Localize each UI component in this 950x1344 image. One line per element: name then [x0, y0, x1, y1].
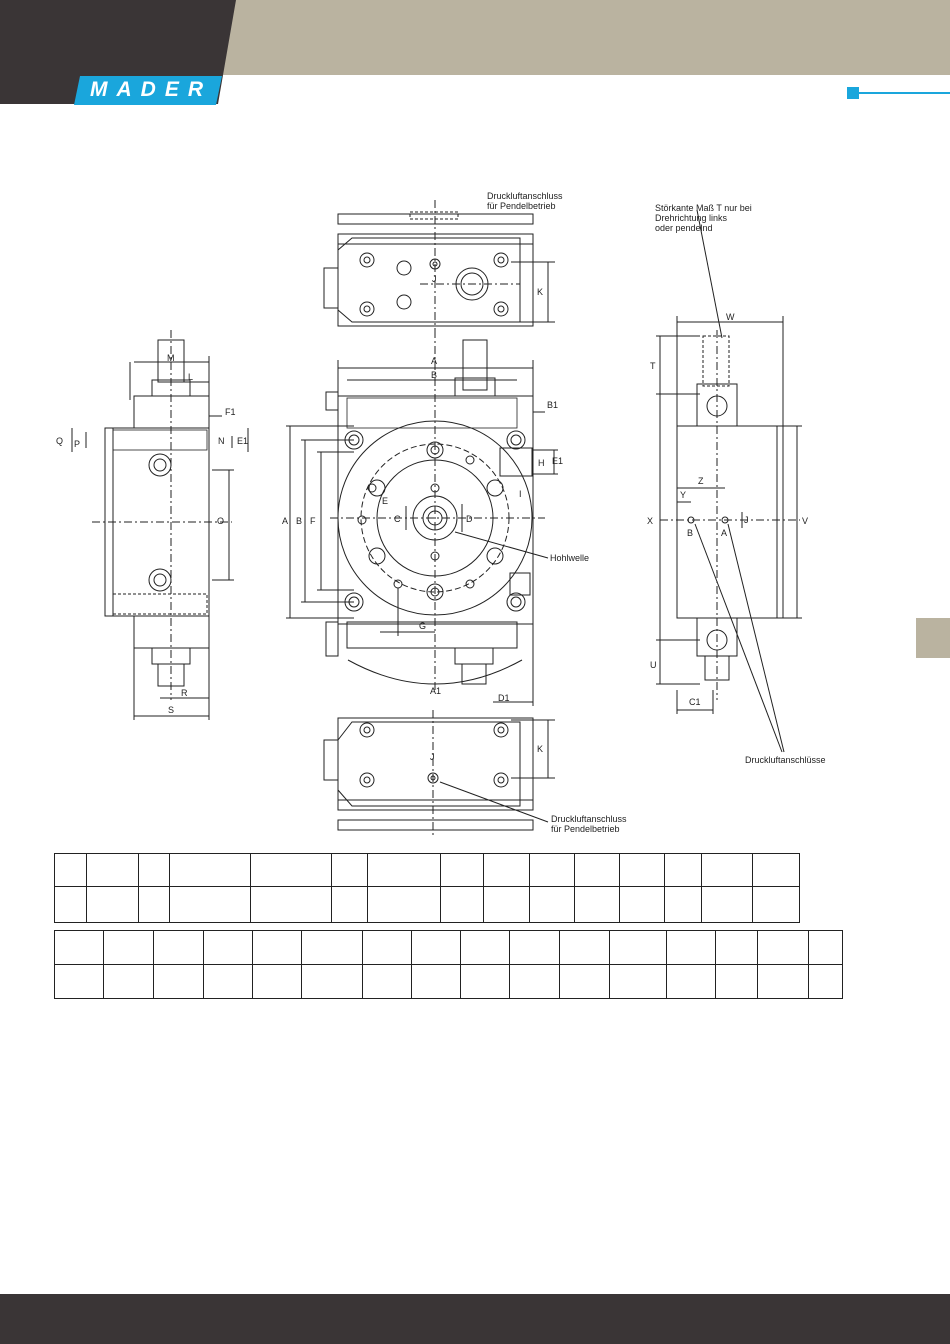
table-cell: [701, 853, 753, 887]
dim-u: U: [650, 660, 657, 670]
dim-q: Q: [56, 436, 64, 446]
table-cell: [609, 930, 667, 965]
dim-y: Y: [680, 490, 687, 500]
dim-j-bottom: J: [430, 752, 435, 762]
dim-a: A: [431, 356, 438, 366]
table-cell: [411, 964, 461, 999]
table-cell: [574, 853, 620, 887]
table-cell: [752, 853, 800, 887]
table-cell: [252, 930, 302, 965]
table-cell: [54, 886, 87, 923]
table-cell: [559, 930, 610, 965]
dim-f1: F1: [225, 407, 236, 417]
dimension-table-2: [54, 930, 842, 999]
table-cell: [509, 930, 560, 965]
note-ports: Druckluftanschlüsse: [745, 755, 826, 765]
table-cell: [529, 886, 575, 923]
top-view: [324, 200, 555, 330]
table-cell: [440, 853, 484, 887]
table-cell: [54, 964, 104, 999]
footer-band: [0, 1294, 950, 1344]
dim-v: V: [802, 516, 809, 526]
table-cell: [367, 886, 441, 923]
table-cell: [715, 930, 758, 965]
table-cell: [808, 930, 843, 965]
table-cell: [54, 853, 87, 887]
port-label-b: B: [687, 528, 694, 538]
table-cell: [757, 964, 809, 999]
dim-s: S: [168, 705, 175, 715]
table-cell: [301, 964, 363, 999]
table-cell: [362, 964, 412, 999]
dim-c: C: [394, 514, 401, 524]
dim-b-side: B: [296, 516, 303, 526]
note-interference-2: Drehrichtung links: [655, 213, 728, 223]
dim-n: N: [218, 436, 225, 446]
note-hollow-shaft: Hohlwelle: [550, 553, 590, 563]
side-view-right: [656, 210, 802, 752]
dim-t: T: [650, 361, 656, 371]
dim-j-top: J: [432, 274, 437, 284]
table-cell: [103, 964, 154, 999]
table-cell: [153, 964, 204, 999]
note-top-port-2: für Pendelbetrieb: [487, 201, 556, 211]
dim-k-bottom: K: [537, 744, 544, 754]
dim-g: G: [419, 621, 427, 631]
table-cell: [86, 886, 139, 923]
table-cell: [362, 930, 412, 965]
table-cell: [701, 886, 753, 923]
dim-a1: A1: [430, 686, 442, 696]
note-interference-3: oder pendelnd: [655, 223, 713, 233]
table-cell: [664, 886, 702, 923]
dim-o: O: [217, 516, 225, 526]
dim-j-side: J: [744, 515, 749, 525]
table-cell: [203, 930, 253, 965]
table-cell: [203, 964, 253, 999]
front-view: [286, 330, 558, 706]
dim-r: R: [181, 688, 188, 698]
table-cell: [460, 930, 510, 965]
dim-k-top: K: [537, 287, 544, 297]
table-cell: [103, 930, 154, 965]
logo-text: MADER: [90, 78, 212, 101]
table-cell: [301, 930, 363, 965]
dim-z: Z: [698, 476, 704, 486]
dim-b: B: [431, 370, 438, 380]
dim-e1-front: E1: [552, 456, 564, 466]
table-cell: [509, 964, 560, 999]
port-label-a: A: [721, 528, 728, 538]
table-cell: [169, 853, 251, 887]
dim-l: L: [188, 372, 194, 382]
dim-b1: B1: [547, 400, 559, 410]
table-cell: [666, 964, 716, 999]
bottom-view: [324, 710, 555, 838]
table-cell: [169, 886, 251, 923]
dim-a-side: A: [282, 516, 289, 526]
table-cell: [331, 886, 368, 923]
table-cell: [752, 886, 800, 923]
table-1-row-values: [54, 886, 800, 923]
table-cell: [664, 853, 702, 887]
table-cell: [757, 930, 809, 965]
table-cell: [715, 964, 758, 999]
table-cell: [529, 853, 575, 887]
table-cell: [138, 886, 170, 923]
table-cell: [574, 886, 620, 923]
table-cell: [559, 964, 610, 999]
table-cell: [666, 930, 716, 965]
dim-e: E: [382, 496, 389, 506]
dim-f: F: [310, 516, 316, 526]
dim-d1: D1: [498, 693, 510, 703]
table-cell: [411, 930, 461, 965]
table-cell: [440, 886, 484, 923]
table-cell: [483, 886, 530, 923]
dim-d: D: [466, 514, 473, 524]
note-bottom-port-1: Druckluftanschluss: [551, 814, 627, 824]
table-cell: [483, 853, 530, 887]
dimension-table-1: [54, 853, 840, 923]
table-cell: [252, 964, 302, 999]
dim-e1-side: E1: [237, 436, 249, 446]
dim-w: W: [726, 312, 735, 322]
table-cell: [619, 853, 665, 887]
table-cell: [86, 853, 139, 887]
table-cell: [250, 886, 332, 923]
dim-c1: C1: [689, 697, 701, 707]
note-interference-1: Störkante Maß T nur bei: [655, 203, 752, 213]
table-cell: [808, 964, 843, 999]
note-top-port-1: Druckluftanschluss: [487, 191, 563, 201]
table-cell: [153, 930, 204, 965]
table-2-row-values: [54, 964, 843, 999]
table-cell: [138, 853, 170, 887]
table-cell: [609, 964, 667, 999]
table-cell: [460, 964, 510, 999]
table-cell: [619, 886, 665, 923]
table-cell: [54, 930, 104, 965]
note-bottom-port-2: für Pendelbetrieb: [551, 824, 620, 834]
table-2-row-header: [54, 930, 843, 965]
dim-i: I: [519, 489, 522, 499]
table-cell: [367, 853, 441, 887]
dim-h: H: [538, 458, 545, 468]
dim-p: P: [74, 439, 81, 449]
dim-m: M: [167, 353, 175, 363]
dim-x: X: [647, 516, 654, 526]
table-cell: [250, 853, 332, 887]
table-cell: [331, 853, 368, 887]
table-1-row-header: [54, 853, 800, 887]
